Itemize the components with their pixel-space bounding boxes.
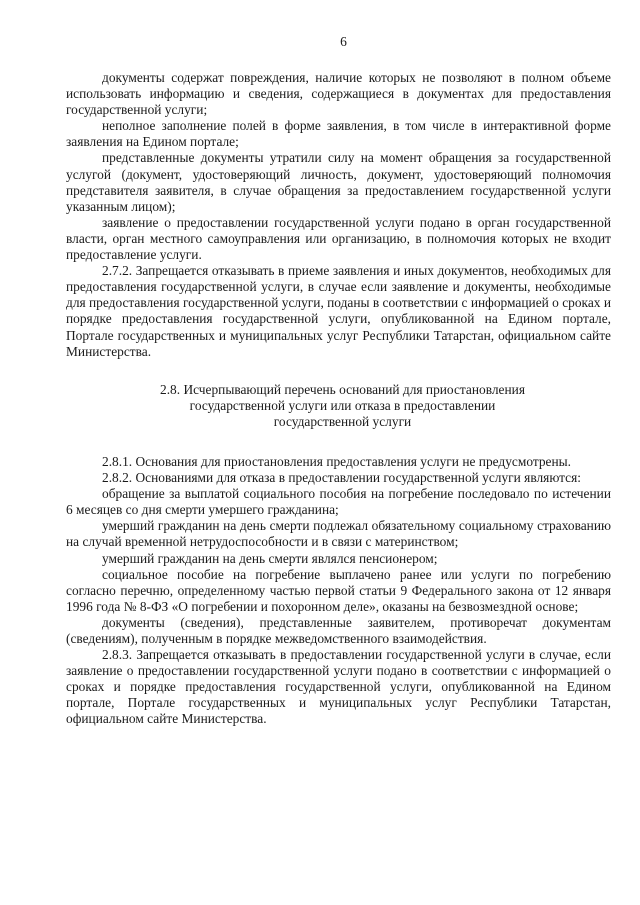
paragraph-damaged-documents: документы содержат повреждения, наличие которых не позволяют в полном объеме использовать информацию и сведения, содержащиеся в документах для предоставления государственной услуги; [66, 70, 611, 118]
paragraph-2-8-3: 2.8.3. Запрещается отказывать в предоставлении государственной услуги в случае, если заявление о предоставлении государственной услуги подано в соответствии с информацией о сроках и порядке предоставления государственной услуги, опубликованной на Едином портале, Портале государственных и муниципальных услуг Республики Татарстан, официальном сайте Министерства. [66, 647, 611, 727]
paragraph-2-8-2: 2.8.2. Основаниями для отказа в предоставлении государственной услуги являются: [102, 470, 581, 486]
paragraph-already-paid: социальное пособие на погребение выплачено ранее или услуги по погребению согласно перечню, определенному частью первой статьи 9 Федерального закона от 12 января 1996 года № 8-ФЗ «О погребении и похоронном деле», оказаны на безвозмездной основе; [66, 566, 611, 614]
page-number: 6 [340, 34, 347, 49]
section-heading-line: 2.8. Исчерпывающий перечень оснований для приостановления [160, 381, 525, 397]
paragraph-deadline-expired: обращение за выплатой социального пособия на погребение последовало по истечении 6 месяцев со дня смерти умершего гражданина; [66, 486, 611, 518]
paragraph-wrong-authority: заявление о предоставлении государственной услуги подано в орган государственной власти, орган местного самоуправления или организацию, в полномочия которых не входит предоставление услуги. [66, 214, 611, 263]
paragraph-pensioner: умерший гражданин на день смерти являлся пенсионером; [102, 550, 438, 566]
paragraph-2-8-1: 2.8.1. Основания для приостановления предоставления услуги не предусмотрены. [102, 453, 572, 469]
section-heading-2-8 [66, 382, 611, 430]
paragraph-contradicting-documents: документы (сведения), представленные заявителем, противоречат документам (сведениям), полученным в порядке межведомственного взаимодействия. [66, 614, 611, 646]
section-heading-line: государственной услуги [273, 413, 412, 429]
section-heading-line: государственной услуги или отказа в предоставлении [189, 397, 496, 413]
paragraph-expired-documents: представленные документы утратили силу на момент обращения за государственной услугой (документ, удостоверяющий личность, документ, удостоверяющий полномочия представителя заявителя, в случае обращения за предоставлением государственной услуги указанным лицом); [66, 150, 611, 214]
paragraph-2-7-2: 2.7.2. Запрещается отказывать в приеме заявления и иных документов, необходимых для предоставления государственной услуги, в случае если заявление и документы, необходимые для предоставления государственной услуги, поданы в соответствии с информацией о сроках и порядке предоставления государственной услуги, опубликованной на Едином портале, Портале государственных и муниципальных услуг Республики Татарстан, официальном сайте Министерства. [66, 263, 611, 359]
paragraph-social-insurance: умерший гражданин на день смерти подлежал обязательному социальному страхованию на случай временной нетрудоспособности и в связи с материнством; [66, 518, 611, 550]
paragraph-incomplete-form: неполное заполнение полей в форме заявления, в том числе в интерактивной форме заявления на Едином портале; [66, 118, 611, 150]
